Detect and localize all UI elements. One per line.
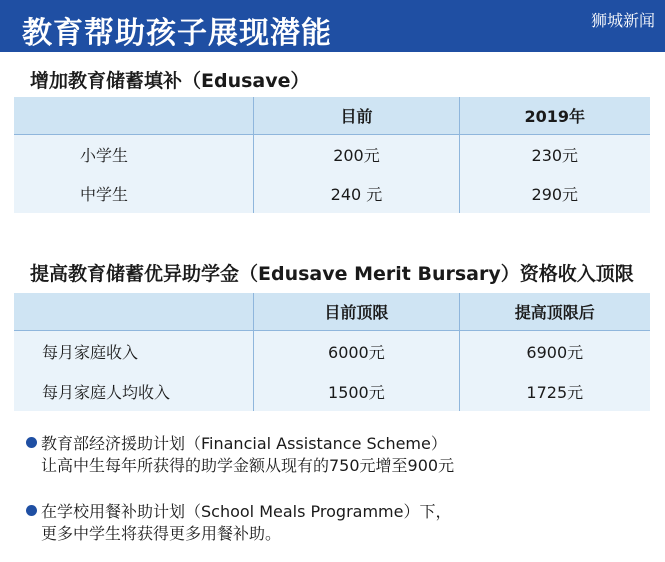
table-cell: 230元 (459, 135, 650, 175)
table-cell: 200元 (254, 135, 459, 175)
table-row (14, 371, 650, 411)
table-row (14, 174, 650, 213)
table-cell: 6000元 (254, 331, 459, 372)
merit-bursary-section-title: 提高教育储蓄优异助学金（Edusave Merit Bursary）资格收入顶限 (30, 263, 634, 285)
merit-bursary-table (14, 293, 650, 411)
brand-watermark: 狮城新闻 (590, 11, 655, 30)
header-banner (0, 0, 665, 52)
table-header-row (14, 97, 650, 135)
school-meals-note (26, 501, 451, 545)
row-label: 每月家庭人均收入 (14, 371, 254, 411)
table-header-cell: 目前顶限 (254, 293, 459, 331)
table-row (14, 331, 650, 372)
financial-assistance-note (26, 433, 454, 477)
note-line: 更多中学生将获得更多用餐补助。 (41, 524, 282, 543)
table-cell: 290元 (459, 174, 650, 213)
row-label: 每月家庭收入 (14, 331, 254, 372)
row-label: 中学生 (14, 174, 254, 213)
page-title: 教育帮助孩子展现潜能 (22, 16, 332, 51)
bullet-dot-icon (26, 437, 37, 448)
table-header-cell: 2019年 (459, 97, 650, 135)
table-header-cell: 提高顶限后 (459, 293, 650, 331)
note-line: 让高中生每年所获得的助学金额从现有的750元增至900元 (41, 456, 455, 475)
note-line: 教育部经济援助计划（Financial Assistance Scheme） (41, 434, 447, 453)
table-row (14, 135, 650, 175)
note-line: 在学校用餐补助计划（School Meals Programme）下， (41, 502, 452, 521)
table-header-cell: 目前 (254, 97, 459, 135)
table-cell: 1725元 (459, 371, 650, 411)
edusave-table (14, 97, 650, 213)
row-label: 小学生 (14, 135, 254, 175)
bullet-dot-icon (26, 505, 37, 516)
table-header-row (14, 293, 650, 331)
table-cell: 1500元 (254, 371, 459, 411)
edusave-section-title: 增加教育储蓄填补（Edusave） (30, 70, 310, 92)
table-header-cell (14, 97, 254, 135)
table-cell: 6900元 (459, 331, 650, 372)
table-header-cell (14, 293, 254, 331)
table-cell: 240 元 (254, 174, 459, 213)
